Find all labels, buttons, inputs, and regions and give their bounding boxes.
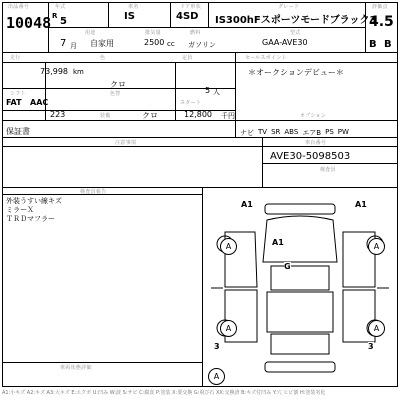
divider (2, 362, 202, 363)
damage-mark: A1 (241, 200, 253, 209)
border-right (397, 2, 398, 387)
divider (262, 163, 398, 164)
option-airbag: エアB (302, 129, 322, 137)
reg-month: 7 (60, 38, 67, 49)
equipment-text: 保証書 (6, 127, 30, 136)
option-tv: TV (258, 128, 268, 136)
label-grade: グレード (278, 4, 300, 10)
divider (2, 62, 398, 63)
vehicle-displacement: 2500 (144, 38, 165, 47)
divider (2, 52, 398, 53)
price-unit: 千円 (221, 112, 235, 120)
damage-mark: A1 (272, 238, 284, 247)
color-value: クロ (110, 80, 126, 89)
vehicle-model: GAA-AVE30 (262, 38, 308, 47)
label-options: オプション (300, 113, 327, 119)
displacement-unit: cc (167, 40, 175, 48)
start-price-value: 12,800 (184, 110, 212, 119)
divider (175, 62, 176, 120)
overall-score: 4.5 (369, 14, 394, 30)
report-lines (6, 197, 62, 224)
option-pw: PW (337, 128, 349, 136)
vehicle-make: IS (124, 11, 135, 22)
divider (2, 146, 398, 147)
divider (235, 52, 236, 137)
year-era: R (52, 12, 58, 20)
label-shift: シフト (10, 91, 26, 97)
label-color: 色 (100, 55, 106, 61)
label-seats: 定員 (182, 55, 193, 61)
divider (202, 187, 203, 386)
vehicle-fuel: ガソリン (188, 41, 216, 49)
exterior-score: B (384, 39, 392, 50)
reg-month-unit: 月 (70, 42, 77, 50)
damage-circle: A (368, 238, 385, 255)
color-code-value: 223 (50, 110, 66, 119)
vehicle-grade: IS300hFスポーツモードブラック3 (215, 15, 377, 26)
divider (170, 2, 171, 27)
damage-circle: A (208, 368, 225, 385)
divider (365, 2, 366, 52)
year-number: 5 (60, 16, 67, 27)
label-equipment: 装備 (100, 113, 111, 119)
mileage-value: 73,998 (40, 67, 68, 76)
divider (208, 2, 209, 27)
divider (48, 27, 365, 28)
divider (2, 120, 398, 121)
label-bottom: 車両状態詳細 (60, 365, 92, 371)
label-color-code: 色替 (110, 91, 121, 97)
divider (262, 137, 263, 187)
label-doors: ドア形状 (180, 4, 202, 10)
roof (267, 292, 333, 332)
rear-window (271, 334, 329, 354)
report-line: 外装うすい線キズ (6, 197, 62, 205)
vehicle-doors: 4SD (176, 11, 199, 22)
damage-mark: A1 (355, 200, 367, 209)
label-inspector: 検査員 (320, 167, 336, 173)
damage-mark: 3 (214, 342, 220, 351)
windshield (271, 266, 329, 290)
damage-circle: A (368, 320, 385, 337)
damage-circle: A (220, 320, 237, 337)
divider (2, 187, 398, 188)
damage-mark: 3 (368, 342, 374, 351)
label-displacement: 排気量 (145, 30, 161, 36)
label-make: 車名 (128, 4, 139, 10)
vehicle-usage: 自家用 (90, 39, 114, 48)
car-diagram (205, 192, 395, 384)
border-bottom (2, 386, 398, 387)
shift-value: FAT (6, 98, 22, 107)
front-bumper (265, 204, 335, 214)
lot-number: 10048 (6, 14, 52, 32)
damage-mark: G (284, 262, 291, 271)
label-notes: 注意事項 (115, 140, 137, 146)
label-selling-points: セールスポイント (245, 55, 287, 61)
label-report: 検査員報告 (80, 189, 107, 195)
divider (2, 137, 398, 138)
label-lot: 出品番号 (8, 4, 30, 10)
legend-footer: A1:小キズ A2:キズ A3:大キズ E:エクボ U:凹み W:波 S:サビ C:腐食 P:塗装 X:要交換 G:飛び石 XX:交換済 B:キズ付凹み Y:穴 ヒビ割 H:塗装劣化 (2, 390, 326, 396)
option-sr: SR (271, 128, 281, 136)
interior-score: B (369, 39, 377, 50)
label-year: 年式 (55, 4, 66, 10)
option-ps: PS (325, 128, 334, 136)
report-line: ＴＲＤマフラー (6, 215, 55, 223)
selling-points-text: ＊オークションデビュー＊ (248, 68, 344, 77)
chassis-number: AVE30-5098503 (270, 151, 351, 162)
label-score: 評価点 (372, 4, 388, 10)
option-navi: ナビ (240, 129, 254, 137)
seats-value: 5 (205, 86, 211, 95)
option-abs: ABS (284, 128, 299, 136)
divider (108, 2, 109, 27)
color-name-value: クロ (142, 111, 158, 120)
label-start: スタート (180, 100, 202, 106)
label-usage: 用途 (85, 30, 96, 36)
label-chassis: 車台番号 (305, 140, 327, 146)
ac-value: AAC (30, 98, 49, 107)
seats-unit: 人 (213, 88, 220, 96)
label-mileage: 走行 (10, 55, 21, 61)
rear-bumper (265, 362, 335, 372)
label-model: 型式 (290, 30, 301, 36)
damage-circle: A (220, 238, 237, 255)
mileage-unit: km (73, 68, 84, 76)
label-fuel: 燃料 (190, 30, 201, 36)
report-line: ミラーＸ (6, 206, 34, 214)
